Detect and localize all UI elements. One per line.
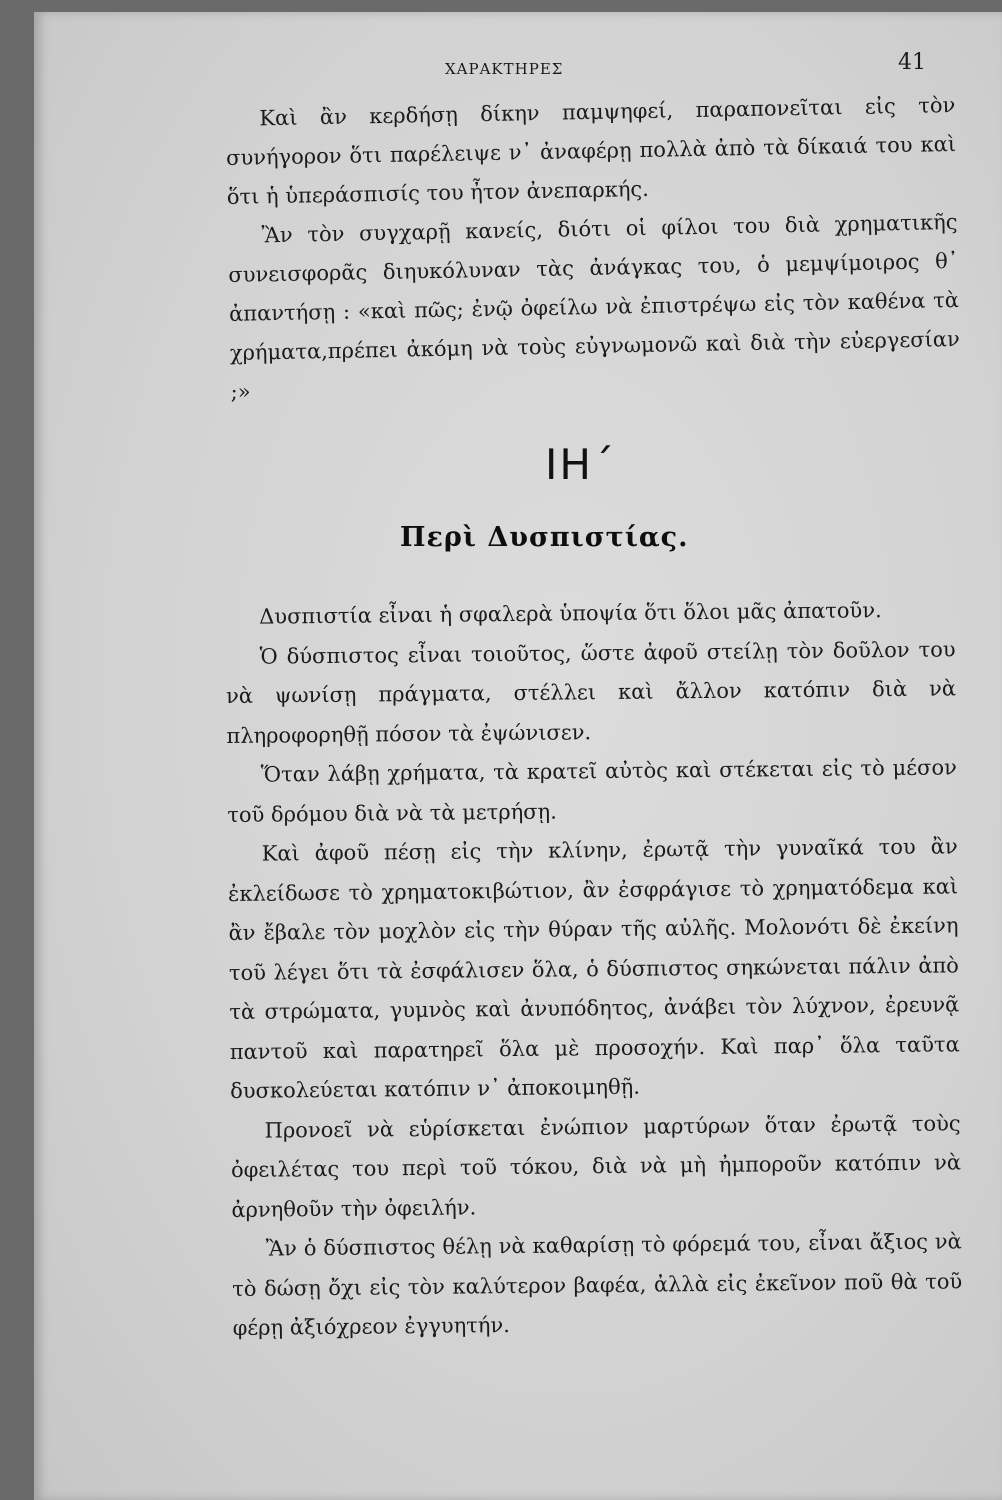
paragraph: Ὅταν λάβῃ χρήματα, τὰ κρατεῖ αὐτὸς καὶ στέκεται εἰς τὸ μέσον τοῦ δρόμου διὰ νὰ τὰ μετρήσῃ. xyxy=(227,755,957,827)
page-number: 41 xyxy=(898,50,926,75)
paragraph: Δυσπιστία εἶναι ἡ σφαλερὰ ὑποψία ὅτι ὅλοι μᾶς ἀπατοῦν. xyxy=(259,598,882,629)
main-text-block xyxy=(225,590,963,1348)
paragraph: Προνοεῖ νὰ εὑρίσκεται ἐνώπιον μαρτύρων ὅταν ἐρωτᾷ τοὺς ὀφειλέτας του περὶ τοῦ τόκου, διὰ νὰ μὴ ἠμποροῦν κατόπιν νὰ ἀρνηθοῦν τὴν ὀφειλήν. xyxy=(230,1110,962,1222)
running-head: ΧΑΡΑΚΤΗΡΕΣ xyxy=(445,60,564,78)
chapter-title: Περὶ Δυσπιστίας. xyxy=(400,522,689,553)
top-text-block xyxy=(225,86,961,412)
paragraph: Ἂν τὸν συγχαρῇ κανείς, διότι οἱ φίλοι του διὰ χρηματικῆς συνεισφορᾶς διηυκόλυναν τὰς ἀνάγκας του, ὁ μεμψίμοιρος θ᾽ ἀπαντήσῃ : «καὶ πῶς; ἐνῷ ὀφείλω νὰ ἐπιστρέψω εἰς τὸν καθένα τὰ χρήματα,πρέπει ἀκόμη νὰ τοὺς εὐγνωμονῶ καὶ διὰ τὴν εὐεργεσίαν ;» xyxy=(228,209,960,404)
paragraph: Ἂν ὁ δύσπιστος θέλῃ νὰ καθαρίσῃ τὸ φόρεμά του, εἶναι ἄξιος νὰ τὸ δώσῃ ὄχι εἰς τὸν καλύτερον βαφέα, ἀλλὰ εἰς ἐκεῖνον ποῦ θὰ τοῦ φέρῃ ἀξιόχρεον ἐγγυητήν. xyxy=(232,1229,963,1340)
paragraph: Καὶ ἀφοῦ πέσῃ εἰς τὴν κλίνην, ἐρωτᾷ τὴν γυναῖκά του ἂν ἐκλείδωσε τὸ χρηματοκιβώτιον, ἂν ἐσφράγισε τὸ χρηματόδεμα καὶ ἂν ἔβαλε τὸν μοχλὸν εἰς τὴν θύραν τῆς αὐλῆς. Μολονότι δὲ ἐκείνη τοῦ λέγει ὅτι τὰ ἐσφάλισεν ὅλα, ὁ δύσπιστος σηκώνεται πάλιν ἀπὸ τὰ στρώματα, γυμνὸς καὶ ἀνυπόδητος, ἀνάβει τὸν λύχνον, ἐρευνᾷ παντοῦ καὶ παρατηρεῖ ὅλα μὲ προσοχήν. Καὶ παρ᾽ ὅλα ταῦτα δυσκολεύεται κατόπιν ν᾽ ἀποκοιμηθῇ. xyxy=(227,834,960,1103)
paragraph: Ὁ δύσπιστος εἶναι τοιοῦτος, ὥστε ἀφοῦ στείλῃ τὸν δοῦλον του νὰ ψωνίσῃ πράγματα, στέλλει καὶ ἄλλον κατόπιν διὰ νὰ πληροφορηθῇ πόσον τὰ ἐψώνισεν. xyxy=(225,636,957,748)
chapter-numeral: ΙΗ΄ xyxy=(545,440,616,489)
paragraph: Καὶ ἂν κερδήσῃ δίκην παμψηφεί, παραπονεῖται εἰς τὸν συνήγορον ὅτι παρέλειψε ν᾽ ἀναφέρῃ πολλὰ ἀπὸ τὰ δίκαιά του καὶ ὅτι ἡ ὑπεράσπισίς του ἦτον ἀνεπαρκής. xyxy=(225,92,957,209)
